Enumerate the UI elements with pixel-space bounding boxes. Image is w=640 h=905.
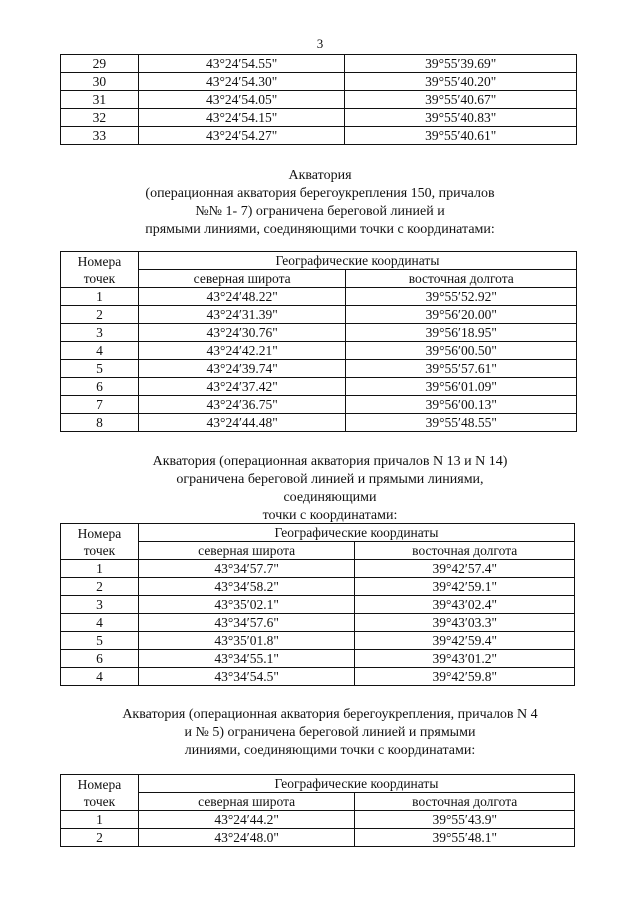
table-row	[61, 632, 575, 650]
point-number-cell: 8	[61, 414, 139, 432]
point-number-cell: 31	[61, 91, 139, 109]
latitude-cell: 43°34′57.7"	[138, 560, 355, 578]
table-row	[61, 73, 577, 91]
point-number-cell: 3	[61, 324, 139, 342]
longitude-cell: 39°55′40.20"	[345, 73, 577, 91]
point-number-cell: 1	[61, 811, 139, 829]
longitude-cell: 39°42′59.4"	[355, 632, 575, 650]
latitude-cell: 43°35′02.1"	[138, 596, 355, 614]
table-row	[61, 91, 577, 109]
point-number-header-line2: точек	[83, 793, 116, 809]
longitude-cell: 39°43′01.2"	[355, 650, 575, 668]
latitude-header: северная широта	[138, 793, 355, 811]
longitude-cell: 39°55′48.1"	[355, 829, 575, 847]
latitude-header: северная широта	[138, 270, 346, 288]
longitude-cell: 39°56′20.00"	[346, 306, 577, 324]
point-number-header-line2: точек	[83, 270, 116, 286]
table-row	[61, 414, 577, 432]
table-row	[61, 324, 577, 342]
point-number-cell: 4	[61, 342, 139, 360]
longitude-cell: 39°56′00.13"	[346, 396, 577, 414]
section-heading-berths-4-5: Акватория (операционная акватория берегоукрепления, причалов N 4 и № 5) ограничена береговой линией и прямыми линиями, соединяющими точки с координатами:	[122, 707, 538, 758]
table-row	[61, 668, 575, 686]
point-number-cell: 6	[61, 378, 139, 396]
coordinates-table-continued	[60, 54, 577, 145]
latitude-cell: 43°24′37.42"	[138, 378, 346, 396]
table-row	[61, 109, 577, 127]
table-row	[61, 342, 577, 360]
table-row	[61, 360, 577, 378]
latitude-cell: 43°24′54.30"	[138, 73, 345, 91]
point-number-header-line1: Номера	[77, 253, 122, 269]
latitude-cell: 43°24′54.27"	[138, 127, 345, 145]
latitude-cell: 43°24′44.2"	[138, 811, 355, 829]
latitude-cell: 43°24′44.48"	[138, 414, 346, 432]
point-number-cell: 32	[61, 109, 139, 127]
geo-coordinates-header: Географические координаты	[138, 775, 574, 793]
point-number-cell: 33	[61, 127, 139, 145]
longitude-cell: 39°42′59.1"	[355, 578, 575, 596]
latitude-cell: 43°24′54.15"	[138, 109, 345, 127]
table-row	[61, 396, 577, 414]
point-number-cell: 7	[61, 396, 139, 414]
point-number-cell: 1	[61, 560, 139, 578]
table-row	[61, 811, 575, 829]
latitude-cell: 43°35′01.8"	[138, 632, 355, 650]
table-row	[61, 829, 575, 847]
longitude-cell: 39°55′43.9"	[355, 811, 575, 829]
point-number-cell: 29	[61, 55, 139, 73]
longitude-cell: 39°56′00.50"	[346, 342, 577, 360]
point-number-cell: 3	[61, 596, 139, 614]
table-row	[61, 288, 577, 306]
point-number-cell: 2	[61, 829, 139, 847]
latitude-cell: 43°24′54.05"	[138, 91, 345, 109]
point-number-cell: 4	[61, 668, 139, 686]
longitude-cell: 39°55′40.83"	[345, 109, 577, 127]
point-number-cell: 5	[61, 632, 139, 650]
section-heading-berths-13-14: Акватория (операционная акватория причалов N 13 и N 14) ограничена береговой линией и прямыми линиями, соединяющими точки с координатами:	[152, 454, 508, 523]
table-row	[61, 560, 575, 578]
table-row	[61, 578, 575, 596]
latitude-cell: 43°24′39.74"	[138, 360, 346, 378]
point-number-cell: 6	[61, 650, 139, 668]
point-number-header-line1: Номера	[77, 525, 122, 541]
point-number-header	[61, 775, 139, 811]
longitude-header: восточная долгота	[355, 793, 575, 811]
latitude-cell: 43°24′31.39"	[138, 306, 346, 324]
table-row	[61, 596, 575, 614]
longitude-cell: 39°42′57.4"	[355, 560, 575, 578]
section-heading-berths-1-7: Акватория (операционная акватория берегоукрепления 150, причалов №№ 1- 7) ограничена береговой линией и прямыми линиями, соединяющими точки с координатами:	[145, 168, 495, 237]
longitude-cell: 39°55′40.67"	[345, 91, 577, 109]
coordinates-table-berths-4-5	[60, 774, 575, 847]
latitude-header: северная широта	[138, 542, 355, 560]
table-row	[61, 378, 577, 396]
longitude-cell: 39°55′39.69"	[345, 55, 577, 73]
longitude-cell: 39°43′02.4"	[355, 596, 575, 614]
latitude-cell: 43°24′42.21"	[138, 342, 346, 360]
longitude-cell: 39°55′48.55"	[346, 414, 577, 432]
point-number-header-line1: Номера	[77, 776, 122, 792]
latitude-cell: 43°34′55.1"	[138, 650, 355, 668]
table-row	[61, 55, 577, 73]
longitude-cell: 39°42′59.8"	[355, 668, 575, 686]
table-row	[61, 614, 575, 632]
longitude-cell: 39°55′57.61"	[346, 360, 577, 378]
longitude-cell: 39°56′01.09"	[346, 378, 577, 396]
point-number-header	[61, 524, 139, 560]
point-number-header	[61, 252, 139, 288]
geo-coordinates-header: Географические координаты	[138, 252, 576, 270]
point-number-cell: 4	[61, 614, 139, 632]
longitude-cell: 39°55′52.92"	[346, 288, 577, 306]
point-number-cell: 2	[61, 578, 139, 596]
page-number: 3	[316, 36, 324, 51]
latitude-cell: 43°34′57.6"	[138, 614, 355, 632]
point-number-cell: 2	[61, 306, 139, 324]
latitude-cell: 43°34′58.2"	[138, 578, 355, 596]
latitude-cell: 43°34′54.5"	[138, 668, 355, 686]
point-number-cell: 1	[61, 288, 139, 306]
point-number-cell: 30	[61, 73, 139, 91]
latitude-cell: 43°24′36.75"	[138, 396, 346, 414]
point-number-header-line2: точек	[83, 542, 116, 558]
latitude-cell: 43°24′30.76"	[138, 324, 346, 342]
latitude-cell: 43°24′48.22"	[138, 288, 346, 306]
coordinates-table-berths-1-7	[60, 251, 577, 432]
longitude-header: восточная долгота	[346, 270, 577, 288]
table-row	[61, 650, 575, 668]
table-row	[61, 127, 577, 145]
point-number-cell: 5	[61, 360, 139, 378]
longitude-header: восточная долгота	[355, 542, 575, 560]
longitude-cell: 39°56′18.95"	[346, 324, 577, 342]
latitude-cell: 43°24′48.0"	[138, 829, 355, 847]
longitude-cell: 39°55′40.61"	[345, 127, 577, 145]
table-row	[61, 306, 577, 324]
longitude-cell: 39°43′03.3"	[355, 614, 575, 632]
latitude-cell: 43°24′54.55"	[138, 55, 345, 73]
coordinates-table-berths-13-14	[60, 523, 575, 686]
geo-coordinates-header: Географические координаты	[138, 524, 574, 542]
